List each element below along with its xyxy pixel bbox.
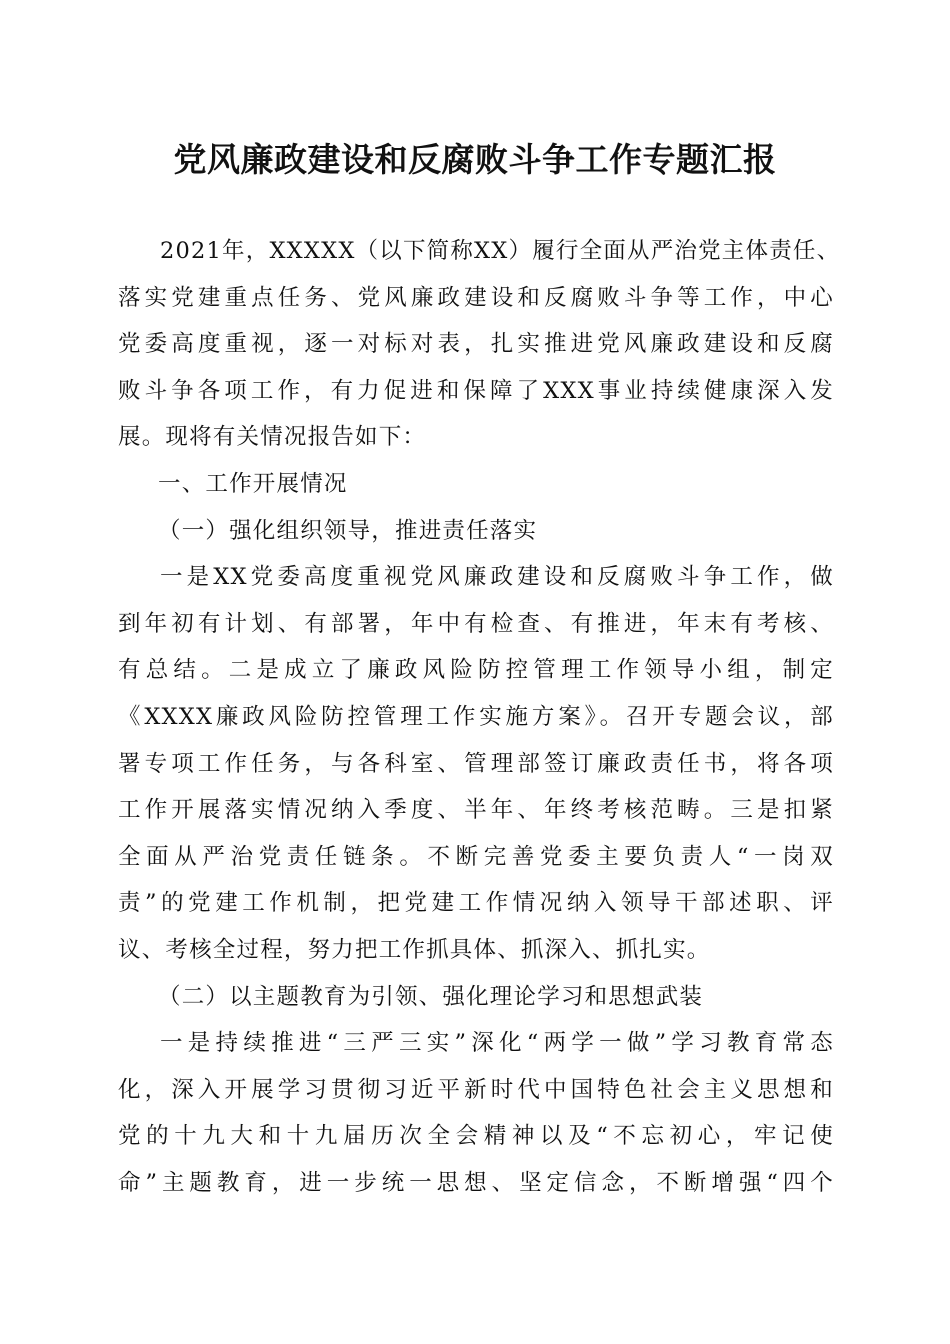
paragraph-line: 落实党建重点任务、党风廉政建设和反腐败斗争等工作，中心	[118, 284, 834, 311]
paragraph-line: 一是XX党委高度重视党风廉政建设和反腐败斗争工作，做	[160, 564, 834, 591]
paragraph-line: 2021年，XXXXX（以下简称XX）履行全面从严治党主体责任、	[160, 238, 841, 264]
paragraph-line: 党的十九大和十九届历次全会精神以及“不忘初心，牢记使	[118, 1123, 834, 1150]
subsection-heading: （一）强化组织领导，推进责任落实	[158, 517, 538, 544]
document-body	[118, 228, 841, 1206]
document-title: 党风廉政建设和反腐败斗争工作专题汇报	[173, 140, 777, 179]
paragraph-line: 有总结。二是成立了廉政风险防控管理工作领导小组，制定	[118, 657, 834, 684]
paragraph-line: 化，深入开展学习贯彻习近平新时代中国特色社会主义思想和	[118, 1076, 834, 1103]
paragraph-line: 败斗争各项工作，有力促进和保障了XXX事业持续健康深入发	[118, 377, 834, 404]
paragraph-line: 全面从严治党责任链条。不断完善党委主要负责人“一岗双	[118, 843, 834, 870]
paragraph-line: 《XXXX廉政风险防控管理工作实施方案》。召开专题会议，部	[118, 703, 834, 730]
paragraph-line: 一是持续推进“三严三实”深化“两学一做”学习教育常态	[160, 1030, 834, 1057]
section-heading: 一、工作开展情况	[158, 470, 348, 497]
paragraph-line: 议、考核全过程，努力把工作抓具体、抓深入、抓扎实。	[118, 936, 711, 963]
paragraph-line: 到年初有计划、有部署，年中有检查、有推进，年末有考核、	[118, 610, 834, 637]
paragraph-line: 展。现将有关情况报告如下：	[118, 424, 427, 451]
paragraph-line: 责”的党建工作机制，把党建工作情况纳入领导干部述职、评	[118, 890, 834, 917]
paragraph-line: 党委高度重视，逐一对标对表，扎实推进党风廉政建设和反腐	[118, 331, 834, 358]
paragraph-line: 工作开展落实情况纳入季度、半年、年终考核范畴。三是扣紧	[118, 797, 834, 824]
paragraph-line: 署专项工作任务，与各科室、管理部签订廉政责任书，将各项	[118, 750, 834, 777]
subsection-heading: （二）以主题教育为引领、强化理论学习和思想武装	[158, 983, 704, 1010]
paragraph-line: 命”主题教育，进一步统一思想、坚定信念，不断增强“四个	[118, 1169, 834, 1196]
